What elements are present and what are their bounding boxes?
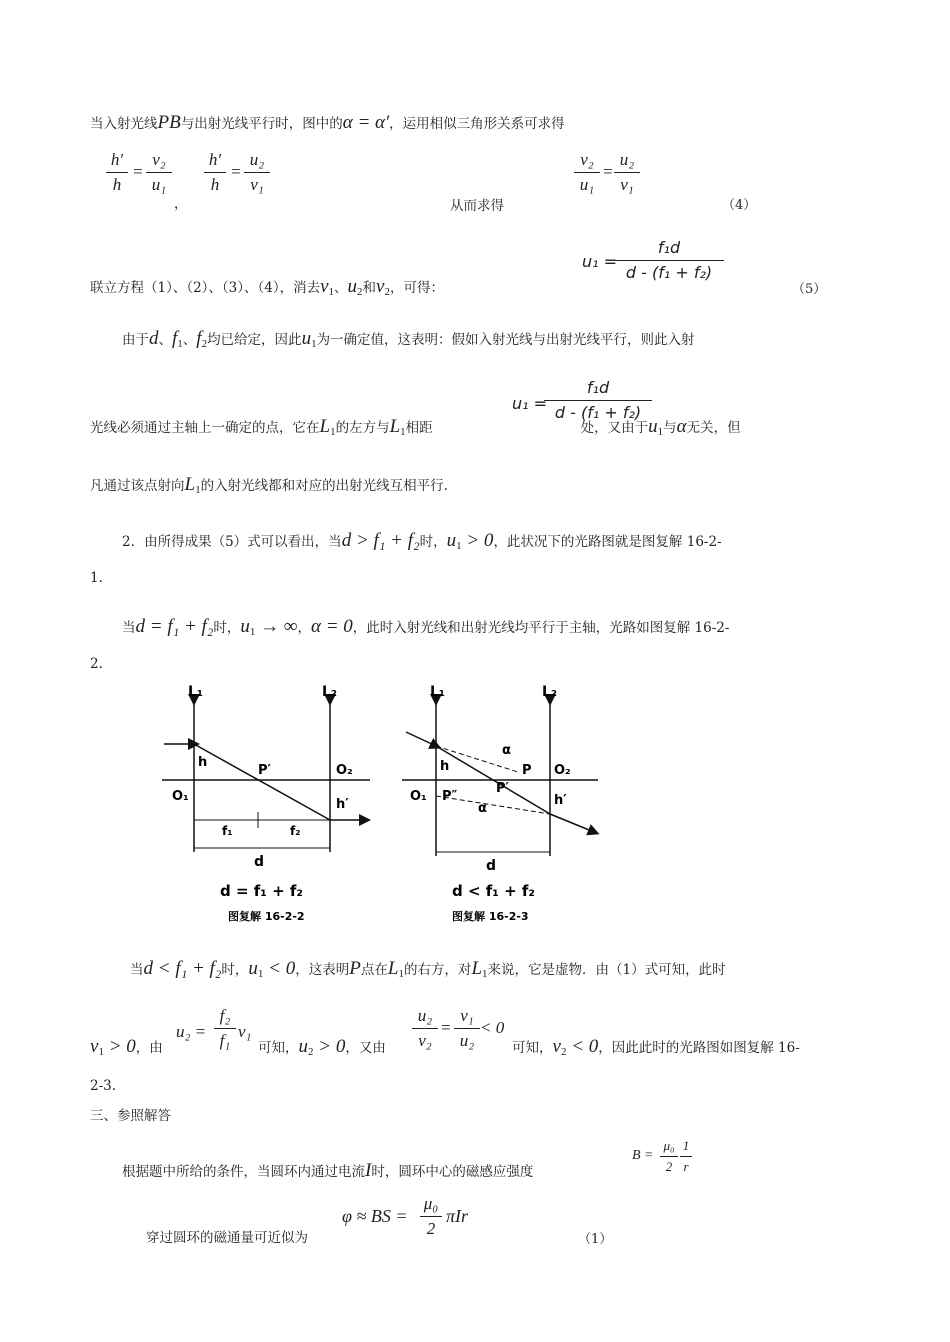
u2-lhs: u₂ = [176, 1022, 207, 1041]
den: d - (f₁ + f₂) [625, 263, 713, 282]
math-f1: $f_1$ [172, 328, 183, 350]
math-u1-inf: $u_1$ → ∞ [240, 616, 298, 638]
label-h: h [198, 755, 208, 770]
num: u₂ [249, 150, 265, 169]
B-lhs: B = [632, 1148, 654, 1163]
text-span: ，此时入射光线和出射光线均平行于主轴，光路如图复解 16-2- [352, 620, 730, 636]
text-span: 的入射光线都和对应的出射光线互相平行. [200, 478, 448, 494]
frac-hp-h [106, 150, 128, 195]
text-span: 可知， [512, 1040, 553, 1056]
figure-caption: 图复解 16-2-2 [228, 910, 305, 923]
text-span: 光线必须通过主轴上一确定的点，它在 [90, 420, 320, 436]
label-L2: L₂ [542, 684, 558, 700]
comma: ， [174, 196, 188, 212]
text-span: 、 [334, 280, 348, 296]
math-L1: $L_1$ [184, 474, 201, 496]
num: v₂ [152, 150, 166, 169]
label-L1: L₁ [188, 684, 204, 700]
math-L1: $L_1$ [389, 416, 406, 438]
num: μ₀ [663, 1138, 675, 1153]
math-alpha: α [676, 416, 687, 437]
num: u₂ [619, 150, 635, 169]
text-line-10d: 2-3. [90, 1078, 117, 1094]
den: u₁ [151, 175, 167, 194]
den: v₁ [250, 175, 264, 194]
math-u1-lt0: $u_1 < 0$ [248, 958, 296, 980]
den: h [112, 175, 122, 194]
label-hp: h′ [554, 793, 567, 808]
text-span: ，又由 [345, 1040, 386, 1056]
math-v2-lt0: $v_2 < 0$ [552, 1036, 599, 1058]
text-span: 当入射光线 [90, 116, 158, 132]
text-span: 来说，它是虚物．由（1）式可知，此时 [487, 962, 726, 978]
eq-sign: = [602, 162, 614, 181]
label-f1: f₁ [222, 824, 233, 838]
text-span: 当 [122, 620, 136, 636]
v1-tail: v₁ [238, 1022, 252, 1041]
den: d - (f₁ + f₂) [554, 403, 642, 422]
text-line-1 [90, 112, 565, 134]
u2-v2-frac [412, 1006, 438, 1051]
eq-sign: = [440, 1018, 452, 1037]
label-L2: L₂ [322, 684, 338, 700]
den: h [210, 175, 220, 194]
frac-v2-u1-b [574, 150, 600, 195]
text-line-11 [122, 1160, 533, 1182]
den: u₂ [459, 1031, 475, 1050]
eq5-frac [614, 238, 724, 283]
text-line-9 [130, 958, 726, 980]
eq-sign: = [230, 162, 242, 181]
pi-I-r: πIr [446, 1206, 469, 1226]
text-span: ，此状况下的光路图就是图复解 16-2- [493, 534, 722, 550]
math-u2: $u_2$ [347, 276, 363, 298]
eq-number-5: （5） [792, 282, 827, 297]
label-P: P [522, 763, 532, 778]
math-cond-gt: d > f₁ + f₂ [341, 530, 420, 551]
text-span: ，由 [135, 1040, 163, 1056]
text-span: 为一确定值，这表明：假如入射光线与出射光线平行，则此入射 [316, 332, 695, 348]
math-cond-eq: d = f₁ + f₂ [135, 616, 214, 637]
num: f₁d [657, 238, 681, 257]
label-alpha: α [502, 743, 511, 758]
text-line-6 [90, 474, 448, 496]
text-span: ，这表明 [295, 962, 350, 978]
text-span: 与出射光线平行时，图中的 [180, 116, 343, 132]
text-span: 、 [158, 332, 172, 348]
num: h′ [208, 150, 222, 169]
label-alpha-2: α [478, 801, 487, 816]
label-O1: O₁ [172, 789, 189, 804]
text-span: 根据题中所给的条件，当圆环内通过电流 [122, 1164, 365, 1180]
section-heading: 三、参照解答 [90, 1108, 171, 1124]
num: u₂ [417, 1006, 433, 1025]
text-span: 时， [213, 620, 241, 636]
figure-16-2-2 [150, 680, 390, 930]
text-span: 时， [419, 534, 447, 550]
u1-frac [544, 378, 652, 423]
lt0: < 0 [480, 1018, 505, 1037]
math-L1: $L_1$ [387, 958, 404, 980]
f2-f1-frac [214, 1006, 236, 1051]
math-L1: $L_1$ [471, 958, 488, 980]
label-O2: O₂ [336, 763, 353, 778]
figure-caption: 图复解 16-2-3 [452, 910, 529, 923]
label-O1: O₁ [410, 789, 427, 804]
text-span: 、 [182, 332, 197, 348]
frac-u2-v1-b [614, 150, 640, 195]
math-PB: PB [157, 112, 181, 133]
text-span: 可知， [258, 1040, 299, 1056]
text-span: 2．由所得成果（5）式可以看出，当 [122, 534, 342, 550]
math-L1: $L_1$ [319, 416, 336, 438]
phi-lhs: φ ≈ BS = [342, 1206, 408, 1226]
label-O2: O₂ [554, 763, 571, 778]
label-hp: h′ [336, 797, 349, 812]
label-h: h [440, 759, 450, 774]
math-alpha-eq: α = α′ [342, 112, 390, 133]
text-line-10 [90, 1036, 163, 1058]
math-u1: $u_1$ [648, 416, 664, 438]
text-span: 无关，但 [686, 420, 741, 436]
math-v2: $v_2$ [376, 276, 390, 298]
num: f₁d [586, 378, 610, 397]
label-L1: L₁ [430, 684, 446, 700]
frac-u2-v1 [244, 150, 270, 195]
den: v₂ [418, 1031, 432, 1050]
math-u2-gt0: $u_2 > 0$ [298, 1036, 346, 1058]
eq-number-1: （1） [578, 1232, 613, 1247]
eq5-lhs: u₁ = [582, 252, 618, 271]
text-span: ， [297, 620, 311, 636]
den: 2 [665, 1159, 673, 1174]
mu0-2-frac [660, 1138, 678, 1175]
figure-16-2-3 [398, 680, 608, 930]
text-span: 和 [362, 280, 377, 296]
text-line-8 [122, 616, 729, 638]
text-span: 当 [130, 962, 144, 978]
math-v1: $v_1$ [320, 276, 335, 298]
den: u₁ [579, 175, 595, 194]
eq-sign: = [132, 162, 144, 181]
math-v1-gt0: $v_1 > 0$ [90, 1036, 136, 1058]
text-span: 时， [221, 962, 249, 978]
math-alpha-zero: α = 0 [310, 616, 353, 637]
text-line-8b: 2. [90, 656, 103, 672]
label-Pp: P′ [258, 763, 271, 778]
text-span: 点在 [360, 962, 388, 978]
text-span: ，因此此时的光路图如图复解 16- [598, 1040, 800, 1056]
num: v₂ [580, 150, 594, 169]
text-line-4 [122, 328, 695, 350]
text-span: ，运用相似三角形关系可求得 [389, 116, 565, 132]
num: f₂ [219, 1006, 231, 1025]
num: h′ [110, 150, 124, 169]
text-line-10b [258, 1036, 386, 1058]
num: v₁ [460, 1006, 474, 1025]
math-d: d [149, 328, 159, 349]
frac-v2-u1 [146, 150, 172, 195]
text-span: ，可得： [389, 280, 444, 296]
text-span: 的左方与 [335, 420, 390, 436]
text-span: 时，圆环中心的磁感应强度 [371, 1164, 534, 1180]
math-u1: $u_1$ [301, 328, 317, 350]
text-span: 的右方，对 [403, 962, 472, 978]
text-span: 由于 [122, 332, 149, 348]
text-line-7b: 1. [90, 570, 103, 586]
num: μ₀ [423, 1194, 439, 1213]
math-P: P [349, 958, 361, 979]
frac-hp-h-2 [204, 150, 226, 195]
mu0-2-frac-b [420, 1194, 442, 1239]
eq-number-4: （4） [722, 198, 757, 213]
text-span: 与 [663, 420, 677, 436]
hence-text: 从而求得 [450, 198, 504, 214]
math-I: I [365, 1160, 372, 1181]
den: r [683, 1159, 689, 1174]
math-f2: $f_2$ [196, 328, 208, 350]
label-f2: f₂ [290, 824, 301, 838]
text-line-3 [90, 276, 444, 298]
label-d: d [486, 858, 497, 874]
u1-lhs: u₁ = [512, 394, 548, 413]
text-span: 相距 [405, 420, 433, 436]
den: v₁ [620, 175, 634, 194]
label-d: d [254, 854, 265, 870]
caption-formula: d = f₁ + f₂ [220, 882, 303, 900]
text-span: 联立方程（1）、（2）、（3）、（4），消去 [90, 280, 321, 296]
text-line-12: 穿过圆环的磁通量可近似为 [146, 1230, 308, 1246]
math-cond-lt: d < f₁ + f₂ [143, 958, 222, 979]
den: 2 [426, 1219, 436, 1238]
text-line-10c [512, 1036, 800, 1058]
den: f₁ [219, 1031, 231, 1050]
v1-u2-frac [454, 1006, 480, 1051]
num: 1 [682, 1138, 690, 1153]
text-line-7 [122, 530, 722, 552]
math-u1-gt0: $u_1 > 0$ [446, 530, 494, 552]
label-Ppp: P″ [442, 789, 458, 804]
text-span: 均已给定，因此 [207, 332, 302, 348]
text-span: 凡通过该点射向 [90, 478, 185, 494]
1-r-frac [680, 1138, 692, 1175]
caption-formula: d < f₁ + f₂ [452, 882, 535, 900]
label-Pp: P′ [496, 781, 509, 796]
text-span: 处，又由于 [580, 420, 649, 436]
